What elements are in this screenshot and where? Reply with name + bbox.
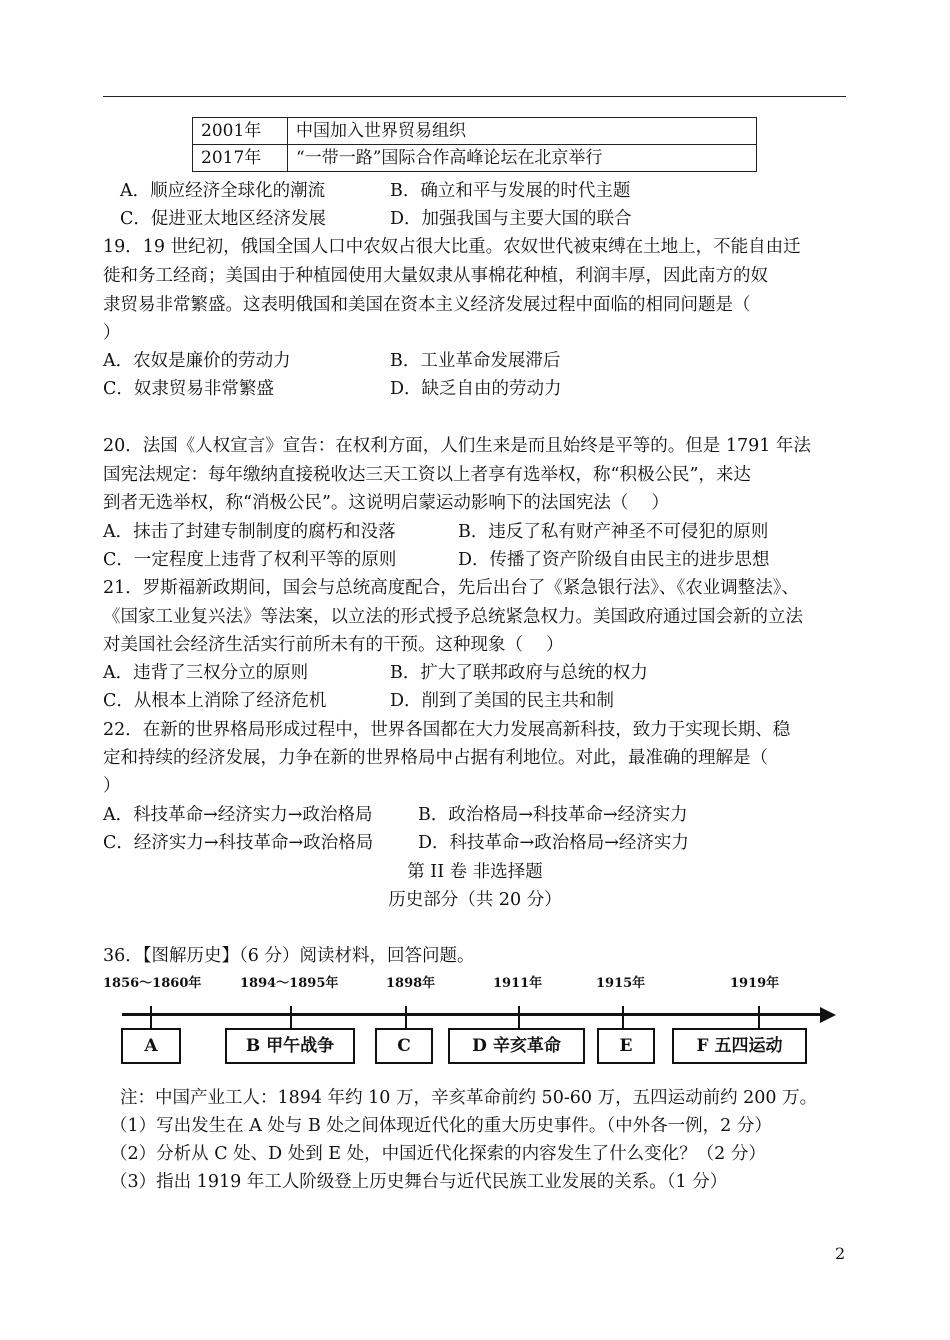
year-cell: 2001年 xyxy=(193,118,288,145)
timeline-tick xyxy=(150,1006,152,1028)
q19-stem-line: 19．19 世纪初，俄国全国人口中农奴占很大比重。农奴世代被束缚在土地上，不能自由迁 xyxy=(103,237,801,257)
timeline-box: B 甲午战争 xyxy=(225,1028,355,1064)
q22-option-a: A．科技革命→经济实力→政治格局 xyxy=(103,805,373,825)
timeline-box: A xyxy=(121,1028,181,1064)
timeline-tick xyxy=(405,1006,407,1028)
q21-option-c: C．从根本上消除了经济危机 xyxy=(103,691,327,711)
q22-stem-line: 定和持续的经济发展，力争在新的世界格局中占据有利地位。对此，最准确的理解是（ xyxy=(103,748,768,768)
q18-option-c: C．促进亚太地区经济发展 xyxy=(120,209,326,229)
timeline-date: 1919年 xyxy=(730,976,780,991)
q21-stem-line: 《国家工业复兴法》等法案，以立法的形式授予总统紧急权力。美国政府通过国会新的立法 xyxy=(103,607,803,627)
q21-option-b: B．扩大了联邦政府与总统的权力 xyxy=(390,663,648,683)
timeline-date: 1915年 xyxy=(596,976,646,991)
table-row xyxy=(193,145,757,172)
timeline-date: 1911年 xyxy=(493,976,543,991)
timeline-date: 1898年 xyxy=(386,976,436,991)
q20-stem-line: 国宪法规定：每年缴纳直接税收达三天工资以上者享有选举权，称“积极公民”，来达 xyxy=(103,465,751,485)
q21-stem-line: 21．罗斯福新政期间，国会与总统高度配合，先后出台了《紧急银行法》、《农业调整法》、 xyxy=(103,578,800,598)
q22-option-d: D．科技革命→政治格局→经济实力 xyxy=(418,833,689,853)
q19-stem-line: ） xyxy=(103,323,121,343)
q36-header: 36．【图解历史】（6 分）阅读材料，回答问题。 xyxy=(103,946,475,966)
q19-option-b: B．工业革命发展滞后 xyxy=(390,351,561,371)
q19-option-d: D．缺乏自由的劳动力 xyxy=(390,379,562,399)
timeline-box: E xyxy=(597,1028,655,1064)
q21-option-a: A．违背了三权分立的原则 xyxy=(103,663,309,683)
q36-subquestion-3: （3）指出 1919 年工人阶级登上历史舞台与近代民族工业发展的关系。（1 分） xyxy=(110,1172,728,1192)
q36-subquestion-1: （1）写出发生在 A 处与 B 处之间体现近代化的重大历史事件。（中外各一例，2 分） xyxy=(110,1116,772,1136)
q36-subquestion-2: （2）分析从 C 处、D 处到 E 处，中国近代化探索的内容发生了什么变化？（2 分） xyxy=(110,1144,766,1164)
q22-stem-line: ） xyxy=(103,776,121,796)
event-cell: 中国加入世界贸易组织 xyxy=(288,118,757,145)
q18-option-b: B．确立和平与发展的时代主题 xyxy=(390,181,631,201)
q20-stem-line: 20．法国《人权宣言》宣告：在权利方面，人们生来是而且始终是平等的。但是 1791 年法 xyxy=(103,436,811,456)
timeline-tick xyxy=(758,1006,760,1028)
timeline-box: D 辛亥革命 xyxy=(448,1028,585,1064)
event-cell: “一带一路”国际合作高峰论坛在北京举行 xyxy=(288,145,757,172)
q19-option-c: C．奴隶贸易非常繁盛 xyxy=(103,379,274,399)
timeline-axis xyxy=(122,1013,824,1016)
q18-option-d: D．加强我国与主要大国的联合 xyxy=(390,209,632,229)
q36-note: 注：中国产业工人：1894 年约 10 万，辛亥革命前约 50-60 万，五四运动前约 200 万。 xyxy=(120,1088,818,1108)
timeline-box: C xyxy=(375,1028,433,1064)
timeline-box: F 五四运动 xyxy=(672,1028,807,1064)
q20-stem-line: 到者无选举权，称“消极公民”。这说明启蒙运动影响下的法国宪法（ ） xyxy=(103,493,669,513)
q20-option-b: B．违反了私有财产神圣不可侵犯的原则 xyxy=(458,522,769,542)
q19-stem-line: 徙和务工经商；美国由于种植园使用大量奴隶从事棉花种植，利润丰厚，因此南方的奴 xyxy=(103,266,768,286)
arrow-right-icon xyxy=(820,1007,836,1023)
q19-stem-line: 隶贸易非常繁盛。这表明俄国和美国在资本主义经济发展过程中面临的相同问题是（ xyxy=(103,295,751,315)
q19-option-a: A．农奴是廉价的劳动力 xyxy=(103,351,291,371)
events-table xyxy=(192,117,757,172)
q21-stem-line: 对美国社会经济生活实行前所未有的干预。这种现象（ ） xyxy=(103,635,564,655)
header-rule xyxy=(103,96,846,97)
timeline-tick xyxy=(518,1006,520,1028)
section-subtitle: 历史部分（共 20 分） xyxy=(388,890,562,910)
timeline-date: 1856～1860年 xyxy=(103,976,202,991)
q18-option-a: A．顺应经济全球化的潮流 xyxy=(120,181,326,201)
q20-option-c: C．一定程度上违背了权利平等的原则 xyxy=(103,550,397,570)
q22-option-b: B．政治格局→科技革命→经济实力 xyxy=(418,805,688,825)
page-number: 2 xyxy=(835,1244,846,1263)
q21-option-d: D．削到了美国的民主共和制 xyxy=(390,691,615,711)
year-cell: 2017年 xyxy=(193,145,288,172)
q22-stem-line: 22．在新的世界格局形成过程中，世界各国都在大力发展高新科技，致力于实现长期、稳 xyxy=(103,720,791,740)
timeline-tick xyxy=(622,1006,624,1028)
q20-option-d: D．传播了资产阶级自由民主的进步思想 xyxy=(458,550,770,570)
timeline-date: 1894～1895年 xyxy=(240,976,339,991)
section-title: 第 II 卷 非选择题 xyxy=(407,862,543,882)
q20-option-a: A．抹击了封建专制制度的腐朽和没落 xyxy=(103,522,396,542)
table-row xyxy=(193,118,757,145)
timeline-tick xyxy=(290,1006,292,1028)
q22-option-c: C．经济实力→科技革命→政治格局 xyxy=(103,833,374,853)
